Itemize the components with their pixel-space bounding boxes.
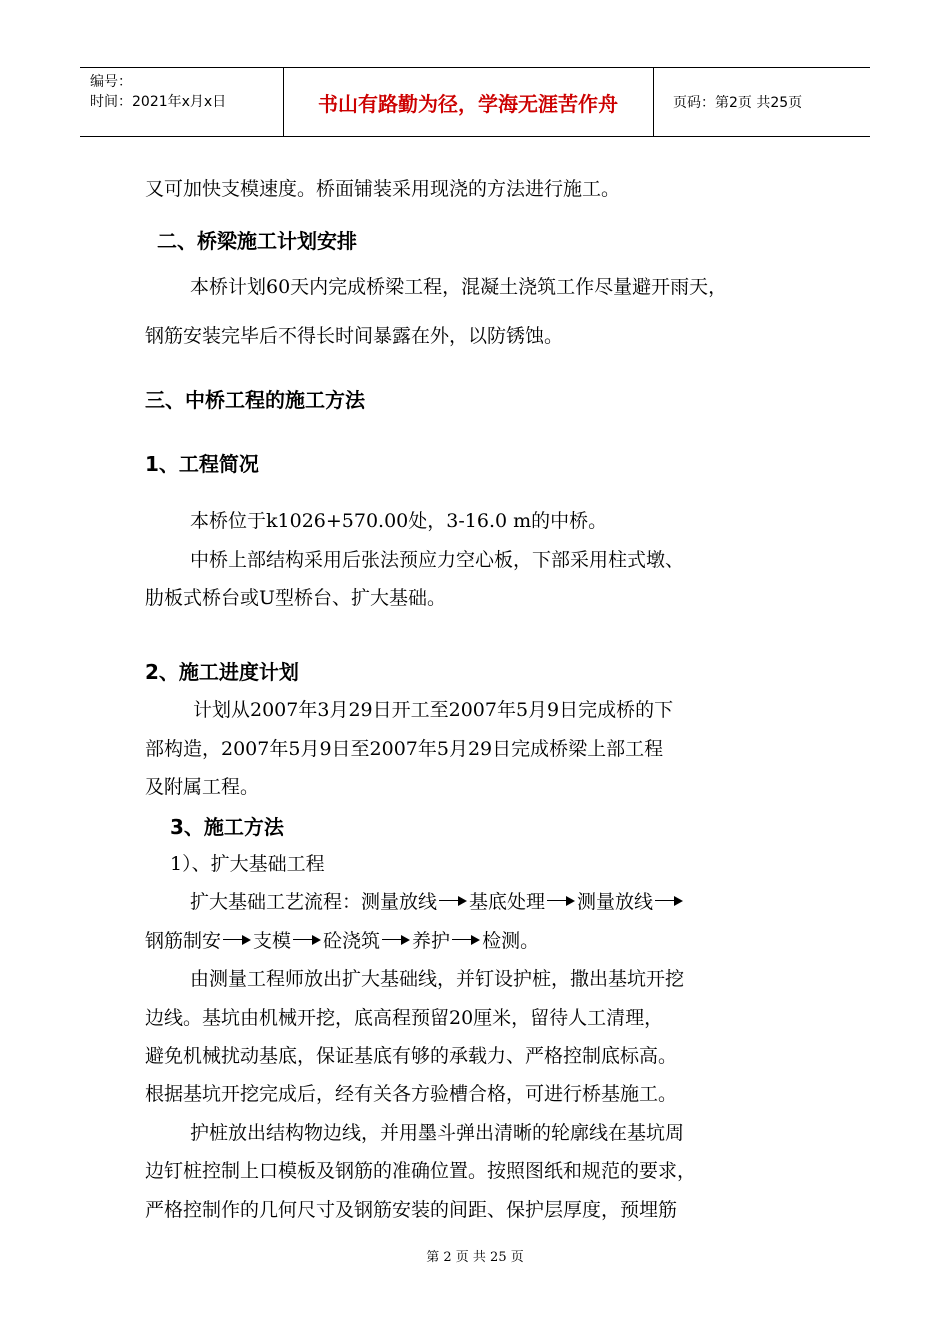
header-motto: 书山有路勤为径，学海无涯苦作舟 <box>318 91 618 116</box>
process-flow-line-1 <box>190 887 685 914</box>
flow-step: 钢筋制安 <box>145 930 222 952</box>
flow-intro: 扩大基础工艺流程： <box>190 891 362 913</box>
header-page-number: 页码：第2页 共25页 <box>673 95 803 111</box>
paragraph: 边钉桩控制上口模板及钢筋的准确位置。按照图纸和规范的要求， <box>145 1160 697 1182</box>
paragraph: 边线。基坑由机械开挖，底高程预留20厘米，留待人工清理， <box>145 1007 664 1029</box>
page-footer: 第 2 页 共 25 页 <box>426 1250 524 1265</box>
paragraph: 护桩放出结构物边线，并用墨斗弹出清晰的轮廓线在基坑周 <box>190 1122 685 1144</box>
subsection-heading: 3、施工方法 <box>170 815 284 839</box>
header-meta <box>90 72 226 112</box>
right-arrow-icon <box>293 934 321 946</box>
paragraph: 钢筋安装完毕后不得长时间暴露在外，以防锈蚀。 <box>145 325 564 347</box>
right-arrow-icon <box>382 934 410 946</box>
flow-step: 砼浇筑 <box>323 930 381 952</box>
right-arrow-icon <box>452 934 480 946</box>
flow-step: 支模 <box>253 930 292 952</box>
paragraph: 由测量工程师放出扩大基础线，并钉设护桩，撒出基坑开挖 <box>190 968 685 990</box>
right-arrow-icon <box>223 934 251 946</box>
paragraph: 避免机械扰动基底，保证基底有够的承载力、严格控制底标高。 <box>145 1045 678 1067</box>
flow-step: 基底处理 <box>469 891 546 913</box>
section-heading: 二、桥梁施工计划安排 <box>157 229 357 253</box>
subsection-heading: 1、工程简况 <box>145 452 259 476</box>
flow-step: 检测。 <box>482 930 540 952</box>
paragraph: 肋板式桥台或U型桥台、扩大基础。 <box>145 587 447 609</box>
flow-step: 养护 <box>412 930 451 952</box>
section-heading: 三、中桥工程的施工方法 <box>145 388 365 412</box>
page-header <box>80 67 870 137</box>
subsection-heading: 2、施工进度计划 <box>145 660 299 684</box>
process-flow-line-2 <box>145 926 539 953</box>
right-arrow-icon <box>547 895 575 907</box>
paragraph: 又可加快支模速度。桥面铺装采用现浇的方法进行施工。 <box>145 178 621 200</box>
header-time: 时间：2021年x月x日 <box>90 94 227 110</box>
paragraph: 本桥计划60天内完成桥梁工程，混凝土浇筑工作尽量避开雨天， <box>190 276 728 298</box>
sub-heading: 1）、扩大基础工程 <box>170 853 325 875</box>
paragraph: 根据基坑开挖完成后，经有关各方验槽合格，可进行桥基施工。 <box>145 1083 678 1105</box>
paragraph: 计划从2007年3月29日开工至2007年5月9日完成桥的下 <box>193 699 674 721</box>
paragraph: 部构造，2007年5月9日至2007年5月29日完成桥梁上部工程 <box>145 738 664 760</box>
header-divider <box>653 68 654 136</box>
right-arrow-icon <box>655 895 683 907</box>
right-arrow-icon <box>439 895 467 907</box>
flow-step: 测量放线 <box>577 891 654 913</box>
paragraph: 及附属工程。 <box>145 776 260 798</box>
paragraph: 严格控制作的几何尺寸及钢筋安装的间距、保护层厚度，预埋筋 <box>145 1199 678 1221</box>
paragraph: 中桥上部结构采用后张法预应力空心板，下部采用柱式墩、 <box>190 549 685 571</box>
header-number: 编号： <box>90 74 132 90</box>
paragraph: 本桥位于k1026+570.00处，3-16.0 m的中桥。 <box>190 510 608 532</box>
flow-step: 测量放线 <box>361 891 438 913</box>
